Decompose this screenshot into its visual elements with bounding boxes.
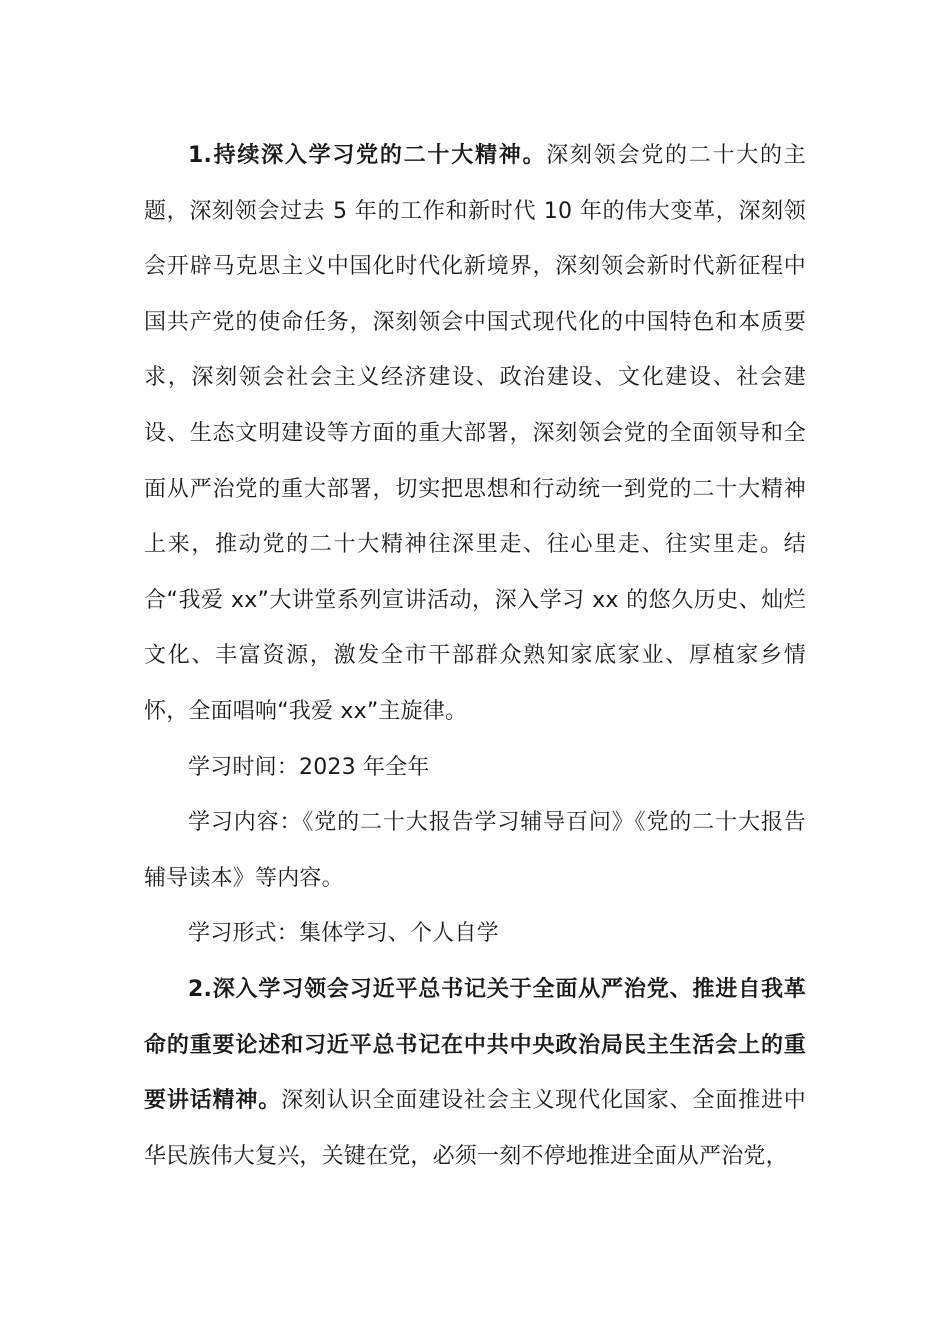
study-time: [144, 740, 806, 796]
paragraph-2-text: 深刻认识全面建设社会主义现代化国家、全面推进中华民族伟大复兴，关键在党，必须一刻不停地推进全面从严治党，: [144, 1088, 807, 1169]
study-content-text: 学习内容：《党的二十大报告学习辅导百问》《党的二十大报告辅导读本》等内容。: [144, 810, 806, 891]
study-content: [144, 795, 806, 906]
study-form-text: 学习形式：集体学习、个人自学: [188, 921, 499, 947]
paragraph-2: [144, 962, 806, 1184]
document-body: [144, 128, 806, 1184]
paragraph-1-text: 深刻领会党的二十大的主题，深刻领会过去 5 年的工作和新时代 10 年的伟大变革，深刻领会开辟马克思主义中国化时代化新境界，深刻领会新时代新征程中国共产党的使命任务，深刻领会中国式现代化的中国特色和本质要求，深刻领会社会主义经济建设、政治建设、文化建设、社会建设、生态文明建设等方面的重大部署，深刻领会党的全面领导和全面从严治党的重大部署，切实把思想和行动统一到党的二十大精神上来，推动党的二十大精神往深里走、往心里走、往实里走。结合“我爱 xx”大讲堂系列宣讲活动，深入学习 xx 的悠久历史、灿烂文化、丰富资源，激发全市干部群众熟知家底家业、厚植家乡情怀，全面唱响“我爱 xx”主旋律。: [144, 143, 807, 724]
study-form: [144, 906, 806, 962]
paragraph-2-heading: 2.深入学习领会习近平总书记关于全面从严治党、推进自我革命的重要论述和习近平总书记在中共中央政治局民主生活会上的重要讲话精神。: [144, 976, 806, 1114]
paragraph-1-heading: 1.持续深入学习党的二十大精神。: [188, 143, 547, 168]
study-time-text: 学习时间：2023 年全年: [188, 754, 430, 780]
paragraph-1: [144, 128, 806, 740]
